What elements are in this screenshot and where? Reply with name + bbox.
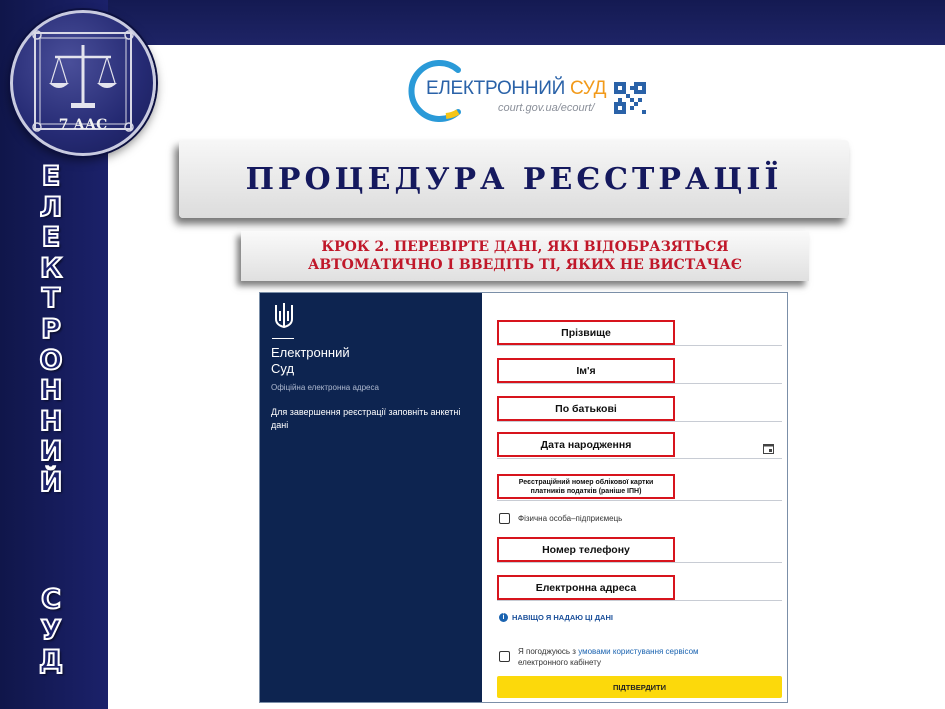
ecourt-logo — [406, 58, 656, 124]
why-data-link-text: НАВІЩО Я НАДАЮ ЦІ ДАНІ — [512, 613, 613, 622]
registration-form-screenshot — [259, 292, 788, 703]
surname-field[interactable] — [497, 320, 782, 346]
form-side-panel — [260, 293, 482, 702]
vertical-word-electronic — [26, 162, 76, 499]
letter: Н — [39, 375, 63, 407]
confirm-button[interactable]: ПІДТВЕРДИТИ — [497, 676, 782, 698]
letter: Й — [39, 466, 63, 498]
birth-date-label: Дата народження — [497, 432, 675, 457]
calendar-icon[interactable] — [763, 443, 774, 454]
email-label: Електронна адреса — [497, 575, 675, 600]
court-emblem — [10, 10, 156, 156]
birth-date-field[interactable] — [497, 432, 782, 459]
brand-line-2: Суд — [271, 361, 295, 376]
tax-id-field[interactable] — [497, 474, 782, 501]
title-banner — [179, 140, 849, 218]
surname-label: Прізвище — [497, 320, 675, 345]
letter: Л — [39, 191, 63, 223]
vertical-word-court — [26, 585, 76, 677]
letter: У — [40, 614, 62, 646]
letter: С — [41, 584, 61, 615]
tax-id-label — [497, 474, 675, 499]
letter: К — [39, 252, 63, 284]
letter: О — [39, 344, 63, 376]
why-data-link[interactable] — [499, 613, 613, 622]
logo-title-main: ЕЛЕКТРОННИЙ — [426, 78, 565, 99]
step-banner — [241, 231, 809, 281]
tax-id-label-line-1: Реєстраційний номер облікової картки — [518, 478, 654, 486]
form-description: Для завершення реєстрації заповніть анкетні дані — [271, 407, 461, 430]
agree-checkbox[interactable] — [499, 651, 510, 662]
agree-text-end: електронного кабінету — [518, 658, 601, 667]
entrepreneur-label: Фізична особа–підприємець — [518, 514, 623, 523]
trident-icon — [272, 301, 296, 331]
name-field[interactable] — [497, 358, 782, 384]
letter: Н — [39, 405, 63, 437]
letter: И — [39, 436, 63, 468]
logo-title-accent: СУД — [569, 78, 607, 99]
qr-code-icon — [614, 82, 646, 114]
agree-text-start: Я погоджуюсь з — [518, 647, 579, 656]
tax-id-label-line-2: платників податків (раніше ІПН) — [530, 487, 642, 495]
patronymic-field[interactable] — [497, 396, 782, 422]
terms-link[interactable]: умовами користування сервісом — [578, 647, 699, 656]
page-title: ПРОЦЕДУРА РЕЄСТРАЦІЇ — [245, 161, 783, 197]
phone-label: Номер телефону — [497, 537, 675, 562]
name-label: Ім'я — [497, 358, 675, 383]
logo-url: court.gov.ua/ecourt/ — [498, 102, 595, 114]
email-field[interactable] — [497, 575, 782, 601]
form-subtitle: Офіційна електронна адреса — [271, 383, 379, 392]
letter: Е — [41, 161, 61, 192]
logo-title — [426, 78, 606, 100]
brand-line-1: Електронний — [271, 345, 350, 360]
letter: Е — [41, 222, 61, 254]
phone-field[interactable] — [497, 537, 782, 563]
patronymic-label: По батькові — [497, 396, 675, 421]
entrepreneur-checkbox[interactable] — [499, 513, 510, 524]
letter: Т — [41, 283, 61, 315]
letter: Д — [38, 645, 64, 677]
step-text-line-2: АВТОМАТИЧНО І ВВЕДІТЬ ТІ, ЯКИХ НЕ ВИСТАЧАЄ — [308, 257, 742, 273]
letter: Р — [41, 313, 61, 345]
agree-text — [518, 646, 768, 668]
emblem-caption: 7 ААС — [58, 117, 108, 133]
brand-divider — [272, 338, 294, 339]
form-brand — [271, 345, 350, 377]
info-icon: i — [499, 613, 508, 622]
step-text-line-1: КРОК 2. ПЕРЕВІРТЕ ДАНІ, ЯКІ ВІДОБРАЗЯТЬСЯ — [321, 239, 729, 255]
